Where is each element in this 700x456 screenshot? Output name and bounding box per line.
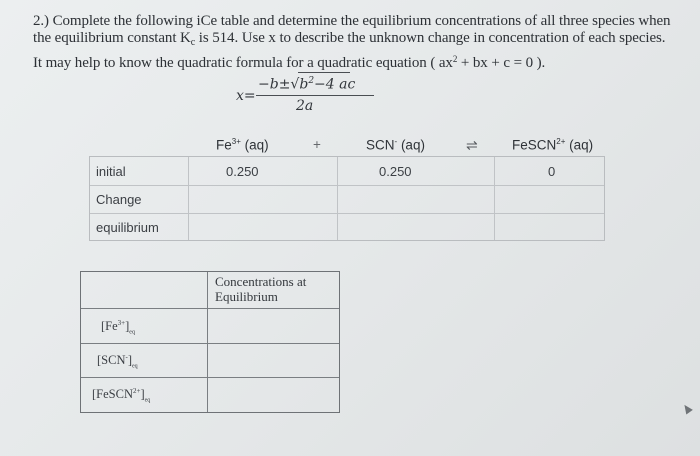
numerator-exponent: 2 bbox=[308, 76, 315, 86]
numerator-b: −4 ac bbox=[314, 76, 356, 93]
product-state: (aq) bbox=[565, 137, 594, 153]
formula-numerator bbox=[258, 76, 355, 93]
reactant-scn-header bbox=[366, 137, 425, 153]
ice-row-initial bbox=[90, 157, 604, 186]
fe-eq-close: ] bbox=[125, 319, 130, 334]
product-eq-subscript: eq bbox=[144, 397, 151, 404]
product-symbol: FeSCN bbox=[512, 137, 557, 153]
product-eq-label bbox=[92, 387, 150, 404]
kc-subscript: c bbox=[190, 36, 196, 48]
formula-denominator: 2a bbox=[296, 98, 314, 114]
question-part2: is 514. Use x to describe the unknown change in concentration of each species. It may help to know the quadratic formula for a quadratic equation ( ax bbox=[33, 29, 666, 71]
question-part1: 2.) Complete the following iCe table and determine the equilibrium concentrations of all three species when the equilibrium constant K bbox=[33, 13, 671, 46]
eq-table-line-1 bbox=[81, 308, 339, 309]
product-eq-charge: 2+ bbox=[132, 387, 141, 395]
eq-table-header: Concentrations at Equilibrium bbox=[215, 274, 307, 304]
ice-row-label: Change bbox=[96, 192, 142, 207]
fe-state: (aq) bbox=[240, 137, 269, 153]
scn-symbol: SCN bbox=[366, 137, 395, 153]
formula-lhs: x= bbox=[236, 88, 256, 104]
eq-table-line-2 bbox=[81, 343, 339, 344]
question-text bbox=[33, 13, 678, 72]
product-header bbox=[512, 137, 593, 153]
scn-charge: - bbox=[394, 137, 398, 146]
radical-bar bbox=[298, 72, 350, 73]
question-part3: + bx + c = 0 ). bbox=[457, 55, 546, 71]
fe-eq-open: [Fe bbox=[101, 319, 118, 334]
fraction-bar bbox=[256, 95, 374, 96]
eq-table-line-3 bbox=[81, 377, 339, 378]
fe-eq-charge: 3+ bbox=[117, 319, 126, 327]
cursor-arrow-icon bbox=[681, 403, 693, 415]
numerator-a: −b±√b bbox=[258, 76, 309, 93]
ice-row-change bbox=[90, 185, 604, 214]
equilibrium-arrow-icon: ⇌ bbox=[466, 137, 476, 153]
scn-eq-subscript: eq bbox=[132, 363, 138, 370]
ice-row-equilibrium bbox=[90, 213, 604, 241]
fe-symbol: Fe bbox=[216, 137, 232, 153]
reactant-fe-header bbox=[216, 137, 269, 153]
initial-scn-value[interactable]: 0.250 bbox=[379, 164, 412, 179]
equilibrium-concentration-table bbox=[80, 271, 340, 413]
ice-table bbox=[89, 156, 605, 241]
product-charge: 2+ bbox=[556, 137, 566, 146]
fe-charge: 3+ bbox=[231, 137, 241, 146]
scn-eq-open: [SCN bbox=[97, 353, 126, 368]
scn-eq-label bbox=[97, 353, 138, 370]
eq-table-divider bbox=[207, 272, 208, 412]
initial-product-value[interactable]: 0 bbox=[548, 164, 556, 179]
product-eq-close: ] bbox=[140, 387, 145, 402]
quadratic-exponent: 2 bbox=[452, 54, 458, 64]
ice-row-label: equilibrium bbox=[96, 220, 159, 235]
product-eq-open: [FeSCN bbox=[92, 387, 133, 402]
fe-eq-label bbox=[101, 319, 135, 336]
ice-row-label: initial bbox=[96, 164, 126, 179]
fe-eq-subscript: eq bbox=[129, 329, 135, 336]
scn-eq-close: ] bbox=[127, 353, 132, 368]
plus-sign: + bbox=[313, 137, 321, 152]
scn-eq-charge: - bbox=[125, 353, 128, 361]
scn-state: (aq) bbox=[397, 137, 425, 153]
initial-fe-value[interactable]: 0.250 bbox=[226, 164, 259, 179]
